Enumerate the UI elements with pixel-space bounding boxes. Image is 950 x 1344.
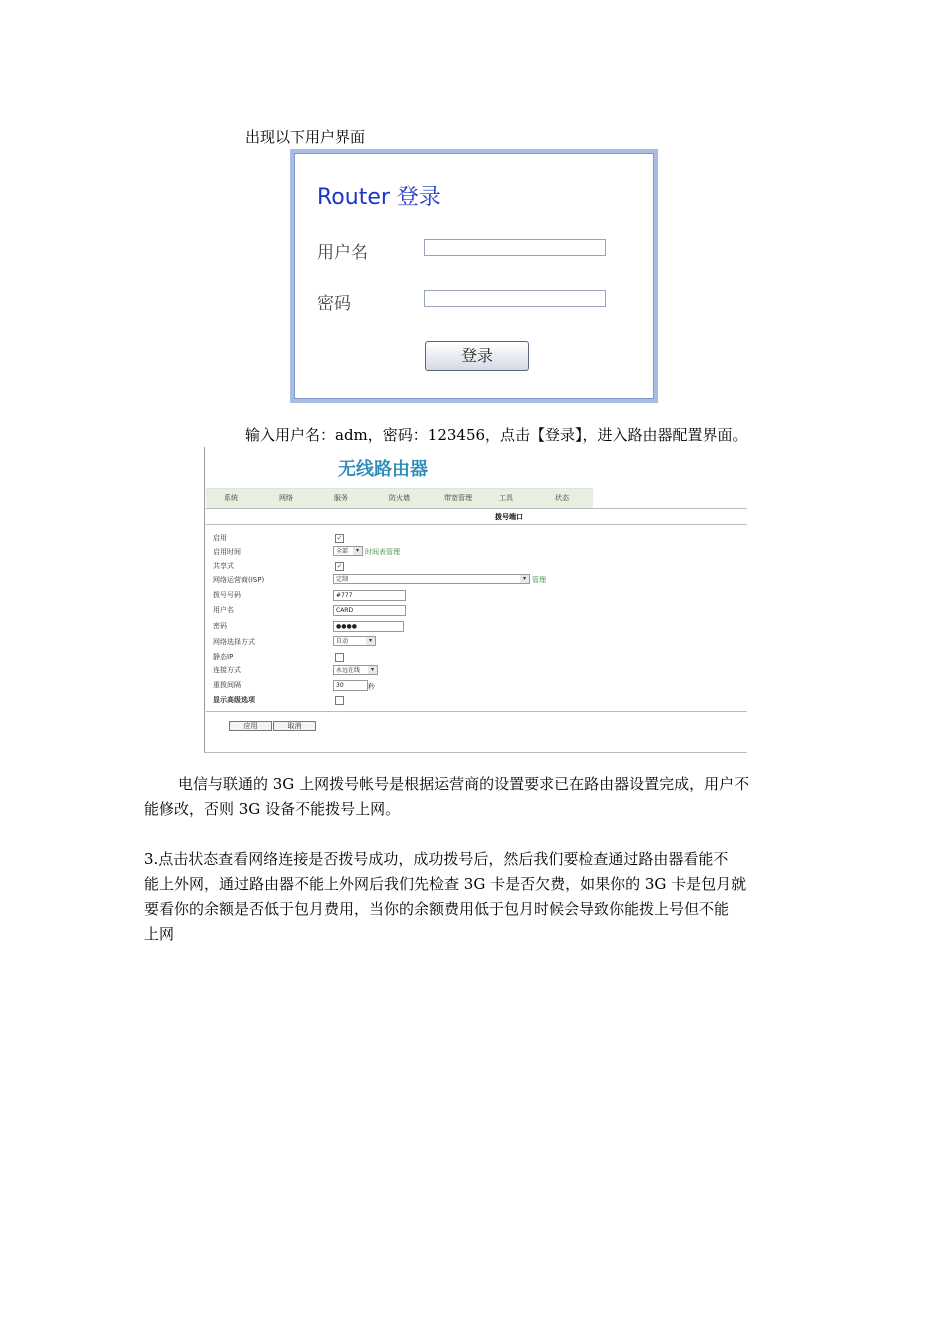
login-password-label: 密码 [317, 294, 351, 314]
router-nav-bar [206, 488, 593, 508]
password-label: 密码 [213, 622, 227, 630]
connection-mode-select[interactable] [333, 665, 378, 675]
login-window [290, 149, 658, 403]
connection-mode-label: 连接方式 [213, 666, 241, 674]
login-password-input[interactable] [424, 290, 606, 307]
advanced-checkbox[interactable] [335, 696, 344, 705]
chevron-down-icon: ▾ [366, 637, 375, 645]
login-title: Router 登录 [317, 185, 441, 210]
paragraph2-line4: 上网 [144, 925, 175, 943]
chevron-down-icon: ▾ [368, 666, 377, 674]
network-mode-label: 网络选择方式 [213, 638, 255, 646]
divider [206, 524, 747, 525]
cancel-button[interactable]: 取消 [273, 721, 316, 731]
network-mode-value: 自动 [336, 638, 349, 645]
chevron-down-icon: ▾ [353, 547, 362, 555]
enable-time-value: 全部 [336, 548, 349, 555]
enable-label: 启用 [213, 534, 227, 542]
router-title: 无线路由器 [338, 459, 428, 480]
password-input[interactable]: ●●●● [333, 621, 404, 632]
static-ip-checkbox[interactable] [335, 653, 344, 662]
divider [206, 711, 747, 712]
nav-item-network[interactable]: 网络 [279, 494, 293, 502]
dial-number-input[interactable]: #777 [333, 590, 406, 601]
nav-item-system[interactable]: 系统 [224, 494, 238, 502]
section-title: 拨号端口 [495, 513, 523, 521]
connection-mode-value: 永远在线 [336, 667, 361, 674]
router-config-screen [204, 447, 747, 753]
schedule-link[interactable]: 时间表管理 [365, 548, 400, 556]
nav-item-tools[interactable]: 工具 [499, 494, 513, 502]
isp-label: 网络运营商(ISP) [213, 576, 265, 584]
static-ip-label: 静态IP [213, 653, 234, 661]
paragraph2-line3: 要看你的余额是否低于包月费用，当你的余额费用低于包月时候会导致你能拨上号但不能 [144, 900, 730, 918]
isp-value: 定制 [336, 576, 349, 583]
login-panel [294, 153, 654, 399]
redial-unit: 秒 [368, 683, 375, 691]
paragraph2-line1: 3.点击状态查看网络连接是否拨号成功，成功拨号后，然后我们要检查通过路由器看能不 [144, 850, 729, 868]
enable-time-select[interactable] [333, 546, 363, 556]
dial-number-label: 拨号号码 [213, 591, 241, 599]
login-button[interactable]: 登录 [425, 341, 529, 371]
nav-item-firewall[interactable]: 防火墙 [389, 494, 410, 502]
username-label: 用户名 [213, 606, 234, 614]
network-mode-select[interactable] [333, 636, 376, 646]
divider [206, 508, 747, 509]
redial-input[interactable]: 30 [333, 680, 368, 691]
paragraph2-line2: 能上外网，通过路由器不能上外网后我们先检查 3G 卡是否欠费，如果你的 3G 卡是包月就 [144, 875, 747, 893]
isp-manage-link[interactable]: 管理 [532, 576, 546, 584]
login-username-input[interactable] [424, 239, 606, 256]
shared-label: 共享式 [213, 562, 234, 570]
nav-item-service[interactable]: 服务 [334, 494, 348, 502]
apply-button[interactable]: 应用 [229, 721, 272, 731]
enable-time-label: 启用时间 [213, 548, 241, 556]
username-input[interactable]: CARD [333, 605, 406, 616]
instruction-text: 输入用户名：adm，密码：123456，点击【登录】，进入路由器配置界面。 [245, 426, 748, 444]
isp-select[interactable] [333, 574, 530, 584]
advanced-label: 显示高级选项 [213, 696, 255, 704]
nav-item-bandwidth[interactable]: 带宽管理 [444, 494, 472, 502]
chevron-down-icon: ▾ [520, 575, 529, 583]
nav-item-status[interactable]: 状态 [555, 494, 569, 502]
paragraph1-line1: 电信与联通的 3G 上网拨号帐号是根据运营商的设置要求已在路由器设置完成，用户不 [178, 775, 750, 793]
paragraph1-line2: 能修改，否则 3G 设备不能拨号上网。 [144, 800, 401, 818]
login-username-label: 用户名 [317, 243, 368, 263]
intro-text: 出现以下用户界面 [245, 128, 366, 146]
redial-label: 重拨间隔 [213, 681, 241, 689]
shared-checkbox[interactable]: ✓ [336, 562, 343, 570]
enable-checkbox[interactable]: ✓ [336, 534, 343, 542]
